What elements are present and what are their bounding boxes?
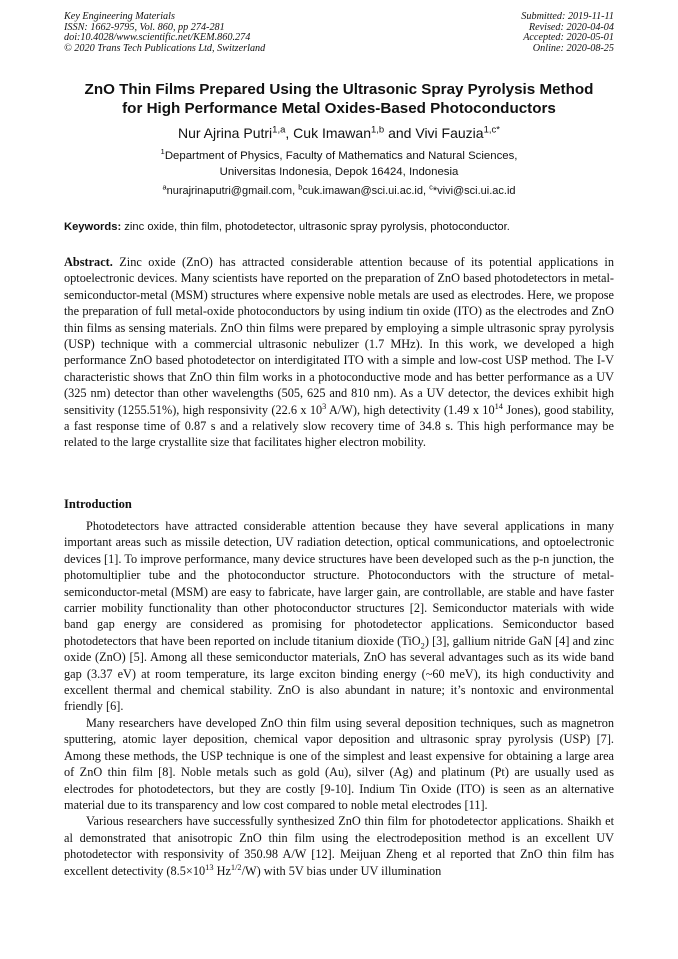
keywords-text: zinc oxide, thin film, photodetector, ultrasonic spray pyrolysis, photoconductor. — [121, 221, 510, 233]
author-name: Cuk Imawan — [293, 125, 371, 141]
abstract-label: Abstract. — [64, 255, 113, 269]
text-run: /W) with 5V bias under UV illumination — [241, 863, 442, 878]
title-line-1: ZnO Thin Films Prepared Using the Ultrasonic Spray Pyrolysis Method — [84, 81, 594, 98]
email-address[interactable]: cuk.imawan@sci.ui.ac.id — [302, 185, 423, 197]
journal-copyright: © 2020 Trans Tech Publications Ltd, Switzerland — [64, 42, 266, 54]
paragraph — [64, 715, 614, 813]
journal-issn: ISSN: 1662-9795, Vol. 860, pp 274-281 — [64, 21, 225, 33]
text-run: Zinc oxide (ZnO) has attracted considerable attention because of its potential applications in optoelectronic devices. Many scientists have reported on the preparation of ZnO based photodetectors in metal-semiconductor-metal (MSM) structures where expensive noble metals are used as electrodes. Here, we propose the preparation of full metal-oxide photoconductors by using indium tin oxide (ITO) as the electrodes and ZnO thin films as sensing materials. ZnO thin films were prepared by employing a simple ultrasonic spray pyrolysis (USP) technique with a commercial ultrasonic nebulizer (1.7 MHz). In this work, we developed a high performance ZnO based photodetector on interdigitated ITO with a simple and low-cost USP method. The I-V characteristic shows that ZnO thin film works in a photoconductive mode and has better performance as a UV (325 nm) detector than other wavelengths (505, 625 and 810 nm). As a UV detector, the devices exhibit high sensitivity (1255.51%), high responsivity (22.6 x 10 — [64, 255, 614, 417]
text-run: Various researchers have successfully synthesized ZnO thin film for photodetector applications. Shaikh et al demonstrated that anisotropic ZnO thin film using the electrodeposition method is an excellent UV photodetector with responsivity of 350.98 A/W [12]. Meijuan Zheng et al reported that ZnO thin film has excellent detectivity (8.5×10 — [64, 814, 614, 878]
date-accepted: Accepted: 2020-05-01 — [523, 32, 614, 44]
email-address[interactable]: *vivi@sci.ui.ac.id — [432, 185, 516, 197]
journal-header-left — [64, 12, 265, 54]
text-run: Hz — [213, 863, 231, 878]
text-run: Photodetectors have attracted considerable attention because they have several applications in many important areas such as missile detection, UV radiation detection, optical communications, and optoelectronic devices [1]. To improve performance, many device structures have been developed such as the p-n junction, the photomultiplier tube and the photoconductor structure. Photoconductors with the structure of metal-semiconductor-metal (MSM) are easy to fabricate, have larger gain, are controllable, are stable and have faster carrier mobility functionality than other photoconductor structures [2]. Semiconductor materials with wide band gap energy are considered as promising for photodetector applications. Semiconductor based photodetectors that have been reported on include titanium dioxide (TiO — [64, 519, 614, 648]
journal-name: Key Engineering Materials — [64, 11, 175, 22]
superscript: 13 — [205, 862, 214, 872]
subscript: 2 — [420, 641, 425, 651]
abstract — [64, 254, 614, 451]
affiliation-line-1 — [40, 148, 638, 164]
keywords — [64, 220, 624, 234]
author-affil-mark: 1,a — [272, 124, 286, 136]
affiliation-text: Department of Physics, Faculty of Mathematics and Natural Sciences, — [164, 150, 518, 162]
superscript: 14 — [494, 401, 503, 411]
journal-doi: doi:10.4028/www.scientific.net/KEM.860.274 — [64, 32, 251, 44]
date-online: Online: 2020-08-25 — [532, 42, 614, 54]
author-conjunction: and — [384, 125, 416, 141]
title-line-2: for High Performance Metal Oxides-Based Photoconductors — [122, 100, 556, 117]
author-name: Vivi Fauzia — [415, 125, 484, 141]
text-run: Many researchers have developed ZnO thin film using several deposition techniques, such as magnetron sputtering, atomic layer deposition, chemical vapor deposition and ultrasonic spray pyrolysis (USP) [7]. Among these methods, the USP technique is one of the simplest and least expensive for obtaining a large area of ZnO thin film [8]. Noble metals such as gold (Au), silver (Ag) and platinum (Pt) are usually used as electrodes for photodetectors, but they are costly [9-10]. Indium Tin Oxide (ITO) is seen as an alternative material due to its transparency and low cost compared to noble metal electrodes [11]. — [64, 715, 614, 812]
text-run: ) [3], gallium nitride GaN [4] and zinc oxide (ZnO) [5]. Among all these semiconductor materials, ZnO has several advantages such as its wide band gap (3.37 eV) at room temperature, its large exciton binding energy (~60 meV), its high conductivity and excellent thermal and chemical stability. ZnO is also abundant in nature; it’s nontoxic and environmental friendly [6]. — [64, 633, 614, 714]
paragraph — [64, 518, 614, 715]
author-list — [40, 124, 638, 142]
affiliation-mark: 1 — [160, 147, 165, 157]
abstract-body — [64, 255, 614, 449]
email-mark: b — [298, 182, 303, 192]
superscript: 3 — [322, 401, 327, 411]
journal-header-right — [521, 12, 614, 54]
text-run: Jones), good stability, a fast response time of 0.87 s and a relatively slow recovery time of 34.8 s. This high performance may be related to the large crystallite size that facilitates higher electron mobility. — [64, 402, 614, 450]
date-submitted: Submitted: 2019-11-11 — [521, 11, 614, 22]
email-mark: c — [429, 182, 433, 192]
affiliation — [40, 148, 638, 180]
author-affil-mark: 1,b — [370, 124, 385, 136]
author-separator: , — [285, 125, 294, 141]
section-heading-introduction: Introduction — [64, 497, 132, 511]
author-name: Nur Ajrina Putri — [178, 125, 273, 141]
paragraph — [64, 813, 614, 879]
date-revised: Revised: 2020-04-04 — [528, 21, 614, 33]
superscript: 1/2 — [230, 862, 242, 872]
paper-title — [40, 80, 638, 118]
affiliation-line-2: Universitas Indonesia, Depok 16424, Indonesia — [219, 166, 459, 178]
keywords-label: Keywords: — [64, 221, 122, 233]
email-mark: a — [162, 182, 167, 192]
text-run: A/W), high detectivity (1.49 x 10 — [326, 402, 495, 417]
author-affil-mark: 1,c* — [483, 124, 500, 136]
introduction-body — [64, 518, 614, 879]
email-address[interactable]: nurajrinaputri@gmail.com — [166, 185, 293, 197]
author-emails: $^a$nurajrinaputri@gmail.com, $^b$cuk.imawan@sci.ui.ac.id, $^c$*vivi@sci.ui.ac.id — [162, 182, 516, 197]
